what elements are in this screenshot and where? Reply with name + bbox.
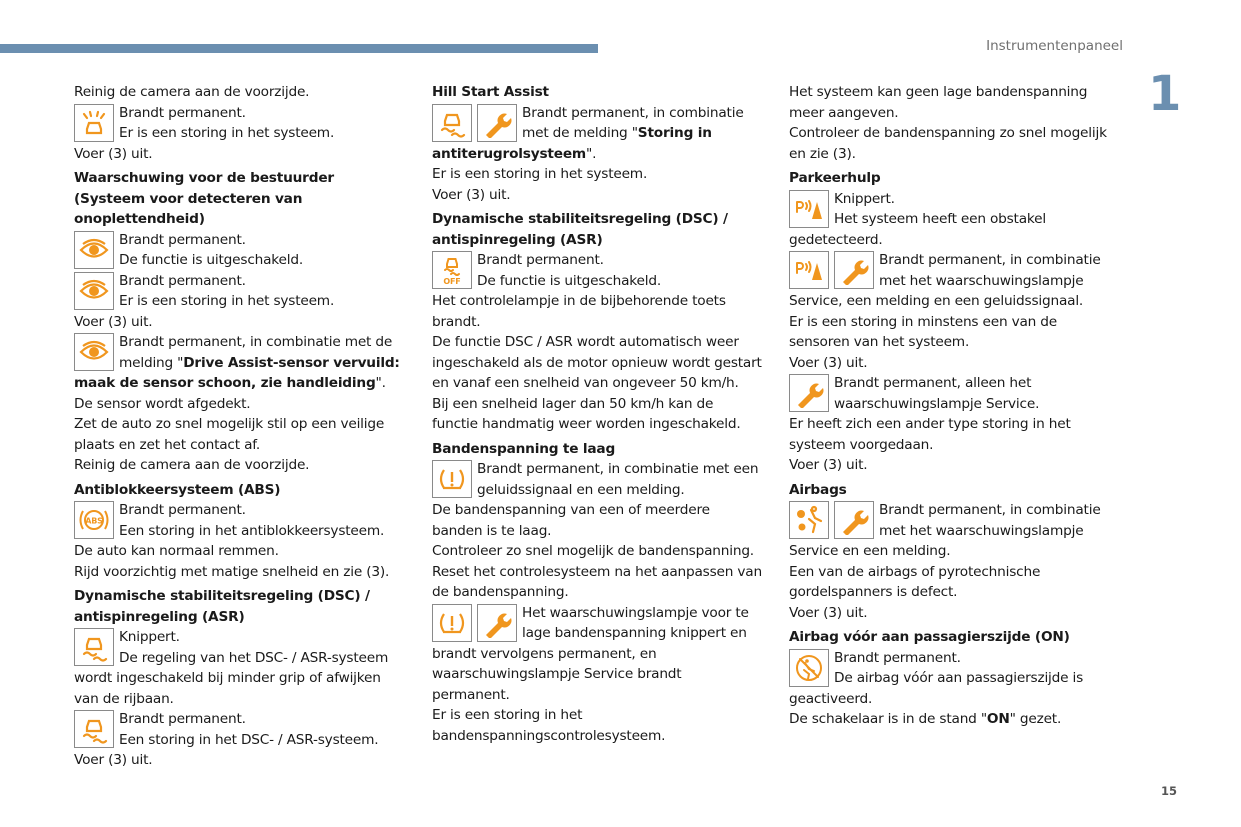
passenger-on-text: Brandt permanent. bbox=[834, 649, 961, 666]
driver-do-text: Voer (3) uit. bbox=[74, 313, 153, 330]
abs-icon bbox=[74, 501, 114, 539]
tyre-low-text: De bandenspanning van een of meerdere banden is te laag. bbox=[432, 502, 710, 539]
park-fault-text: Er is een storing in minstens een van de sensoren van het systeem. bbox=[789, 313, 1058, 350]
driver-combo-text bbox=[74, 332, 404, 394]
dsc-off-button-text: Het controlelampje in de bijbehorende toets brandt. bbox=[432, 293, 726, 330]
dsc-blink-text: Knippert. bbox=[119, 629, 180, 645]
service-do-text: Voer (3) uit. bbox=[789, 457, 868, 473]
dsc-off-icon-label: OFF bbox=[443, 277, 461, 285]
skidding-car-icon-hsa bbox=[432, 104, 472, 142]
dsc-off-off-text: De functie is uitgeschakeld. bbox=[477, 272, 662, 289]
tpms-fault-text: Het systeem kan geen lage bandenspanning meer aangeven. bbox=[789, 84, 1088, 121]
hsa-heading: Hill Start Assist bbox=[432, 84, 549, 100]
driver-attention-eye-icon bbox=[74, 231, 114, 269]
tyre-heading: Bandenspanning te laag bbox=[432, 440, 616, 457]
svg-text:ABS: ABS bbox=[85, 516, 103, 526]
airbags-heading: Airbags bbox=[789, 481, 847, 498]
hsa-fault-text: Er is een storing in het systeem. bbox=[432, 166, 648, 182]
column-3 bbox=[789, 82, 1119, 730]
hsa-do-text: Voer (3) uit. bbox=[432, 186, 511, 203]
dsc-off-manual-text: Bij een snelheid lager dan 50 km/h kan de functie handmatig weer worden ingeschakeld. bbox=[432, 395, 741, 432]
hsa-combo-c: ". bbox=[585, 145, 597, 162]
camera-on-text: Brandt permanent. bbox=[119, 104, 246, 121]
column-2 bbox=[432, 82, 762, 746]
dsc-off-heading: Dynamische stabiliteitsregeling (DSC) / antispinregeling (ASR) bbox=[432, 211, 728, 248]
driver-attention-eye-icon-3 bbox=[74, 333, 114, 371]
header-accent-bar bbox=[0, 44, 598, 53]
service-only-text: Brandt permanent, alleen het waarschuwingslampje Service. bbox=[834, 375, 1040, 412]
page-number: 15 bbox=[1161, 784, 1178, 798]
driver-combo-bold: Drive Assist-sensor vervuild: maak de sensor schoon, zie handleiding bbox=[74, 354, 400, 391]
airbags-do-text: Voer (3) uit. bbox=[789, 604, 868, 621]
wrench-icon-3 bbox=[834, 251, 874, 289]
hsa-combo-bold: Storing in antiterugrolsysteem bbox=[432, 125, 712, 162]
dsc-do-text: Voer (3) uit. bbox=[74, 752, 153, 768]
driver-covered-text: De sensor wordt afgedekt. bbox=[74, 395, 251, 412]
tyre-pressure-icon-2 bbox=[432, 604, 472, 642]
dsc-heading: Dynamische stabiliteitsregeling (DSC) / antispinregeling (ASR) bbox=[74, 588, 370, 625]
abs-fault-text: Een storing in het antiblokkeersysteem. bbox=[119, 522, 385, 539]
tyre-pressure-icon bbox=[432, 460, 472, 498]
parking-sensor-icon bbox=[789, 190, 829, 228]
front-camera-warning-icon bbox=[74, 104, 114, 142]
parking-sensor-icon-2 bbox=[789, 251, 829, 289]
wrench-icon bbox=[477, 104, 517, 142]
park-heading: Parkeerhulp bbox=[789, 170, 881, 186]
park-do-text: Voer (3) uit. bbox=[789, 354, 868, 371]
driver-warning-heading: Waarschuwing voor de bestuurder (Systeem voor detecteren van onoplettendheid) bbox=[74, 170, 334, 227]
driver-attention-eye-icon-2 bbox=[74, 272, 114, 310]
passenger-switch-a: De schakelaar is in de stand " bbox=[789, 711, 987, 727]
abs-heading: Antiblokkeersysteem (ABS) bbox=[74, 481, 281, 498]
driver-on-2-text: Brandt permanent. bbox=[119, 272, 246, 289]
abs-brake-text: De auto kan normaal remmen. bbox=[74, 543, 279, 559]
camera-clean-text: Reinig de camera aan de voorzijde. bbox=[74, 84, 310, 100]
passenger-off-text: De airbag vóór aan passagierszijde is geactiveerd. bbox=[789, 670, 1084, 707]
abs-drive-text: Rijd voorzichtig met matige snelheid en zie (3). bbox=[74, 563, 390, 580]
driver-clean-text: Reinig de camera aan de voorzijde. bbox=[74, 457, 310, 473]
service-other-text: Er heeft zich een ander type storing in het systeem voorgedaan. bbox=[789, 416, 1071, 453]
section-title: Instrumentenpaneel bbox=[986, 38, 1123, 54]
airbags-combo-text: Brandt permanent, in combinatie met het waarschuwingslampje Service en een melding. bbox=[789, 502, 1101, 559]
driver-on-1-text: Brandt permanent. bbox=[119, 231, 246, 248]
dsc-off-auto-text: De functie DSC / ASR wordt automatisch weer ingeschakeld als de motor opnieuw wordt gestart en vanaf een snelheid van ongeveer 50 km/h. bbox=[432, 334, 762, 391]
tpms-check-text: Controleer de bandenspanning zo snel mogelijk en zie (3). bbox=[789, 125, 1107, 162]
tyre-fault-text: Er is een storing in het bandenspanningscontrolesysteem. bbox=[432, 707, 666, 744]
skidding-car-icon-2 bbox=[74, 710, 114, 748]
passenger-airbag-heading: Airbag vóór aan passagierszijde (ON) bbox=[789, 629, 1070, 645]
driver-combo-c: ". bbox=[375, 375, 386, 391]
dsc-off-icon bbox=[432, 251, 472, 289]
wrench-icon-4 bbox=[789, 374, 829, 412]
chapter-number: 1 bbox=[1148, 66, 1182, 122]
driver-stop-text: Zet de auto zo snel mogelijk stil op een veilige plaats en zet het contact af. bbox=[74, 416, 385, 453]
wrench-icon-5 bbox=[834, 501, 874, 539]
driver-fault-text: Er is een storing in het systeem. bbox=[119, 293, 335, 309]
column-1 bbox=[74, 82, 404, 771]
airbag-seat-icon bbox=[789, 501, 829, 539]
hsa-combo-a: Brandt permanent, in combinatie met de melding " bbox=[522, 104, 744, 141]
tyre-check-text: Controleer zo snel mogelijk de bandenspanning. bbox=[432, 543, 754, 559]
tyre-blink-text: Het waarschuwingslampje voor te lage bandenspanning knippert en brandt vervolgens permanent, en waarschuwingslampje Service brandt permanent. bbox=[432, 604, 749, 703]
park-combo-text: Brandt permanent, in combinatie met het waarschuwingslampje Service, een melding en een geluidssignaal. bbox=[789, 252, 1101, 309]
airbags-defect-text: Een van de airbags of pyrotechnische gordelspanners is defect. bbox=[789, 563, 1041, 600]
park-obstacle-text: Het systeem heeft een obstakel gedetecteerd. bbox=[789, 211, 1046, 248]
skidding-car-icon bbox=[74, 628, 114, 666]
dsc-fault-text: Een storing in het DSC- / ASR-systeem. bbox=[119, 731, 379, 748]
camera-fault-text: Er is een storing in het systeem. bbox=[119, 125, 335, 141]
passenger-switch-text bbox=[789, 709, 1119, 730]
dsc-active-text: De regeling van het DSC- / ASR-systeem wordt ingeschakeld bij minder grip of afwijken van de rijbaan. bbox=[74, 649, 389, 707]
park-blink-text: Knippert. bbox=[834, 190, 895, 207]
passenger-switch-bold: ON bbox=[986, 711, 1010, 727]
abs-on-text: Brandt permanent. bbox=[119, 502, 246, 518]
driver-combo-a: Brandt permanent, in combinatie met de melding " bbox=[119, 334, 393, 371]
passenger-airbag-icon bbox=[789, 649, 829, 687]
tyre-on-text: Brandt permanent, in combinatie met een geluidssignaal en een melding. bbox=[477, 461, 759, 498]
camera-do-text: Voer (3) uit. bbox=[74, 145, 153, 162]
dsc-on-text: Brandt permanent. bbox=[119, 711, 246, 727]
wrench-icon-2 bbox=[477, 604, 517, 642]
driver-off-text: De functie is uitgeschakeld. bbox=[119, 252, 304, 268]
dsc-off-on-text: Brandt permanent. bbox=[477, 252, 604, 268]
passenger-switch-c: " gezet. bbox=[1009, 711, 1062, 727]
tyre-reset-text: Reset het controlesysteem na het aanpassen van de bandenspanning. bbox=[432, 563, 762, 600]
